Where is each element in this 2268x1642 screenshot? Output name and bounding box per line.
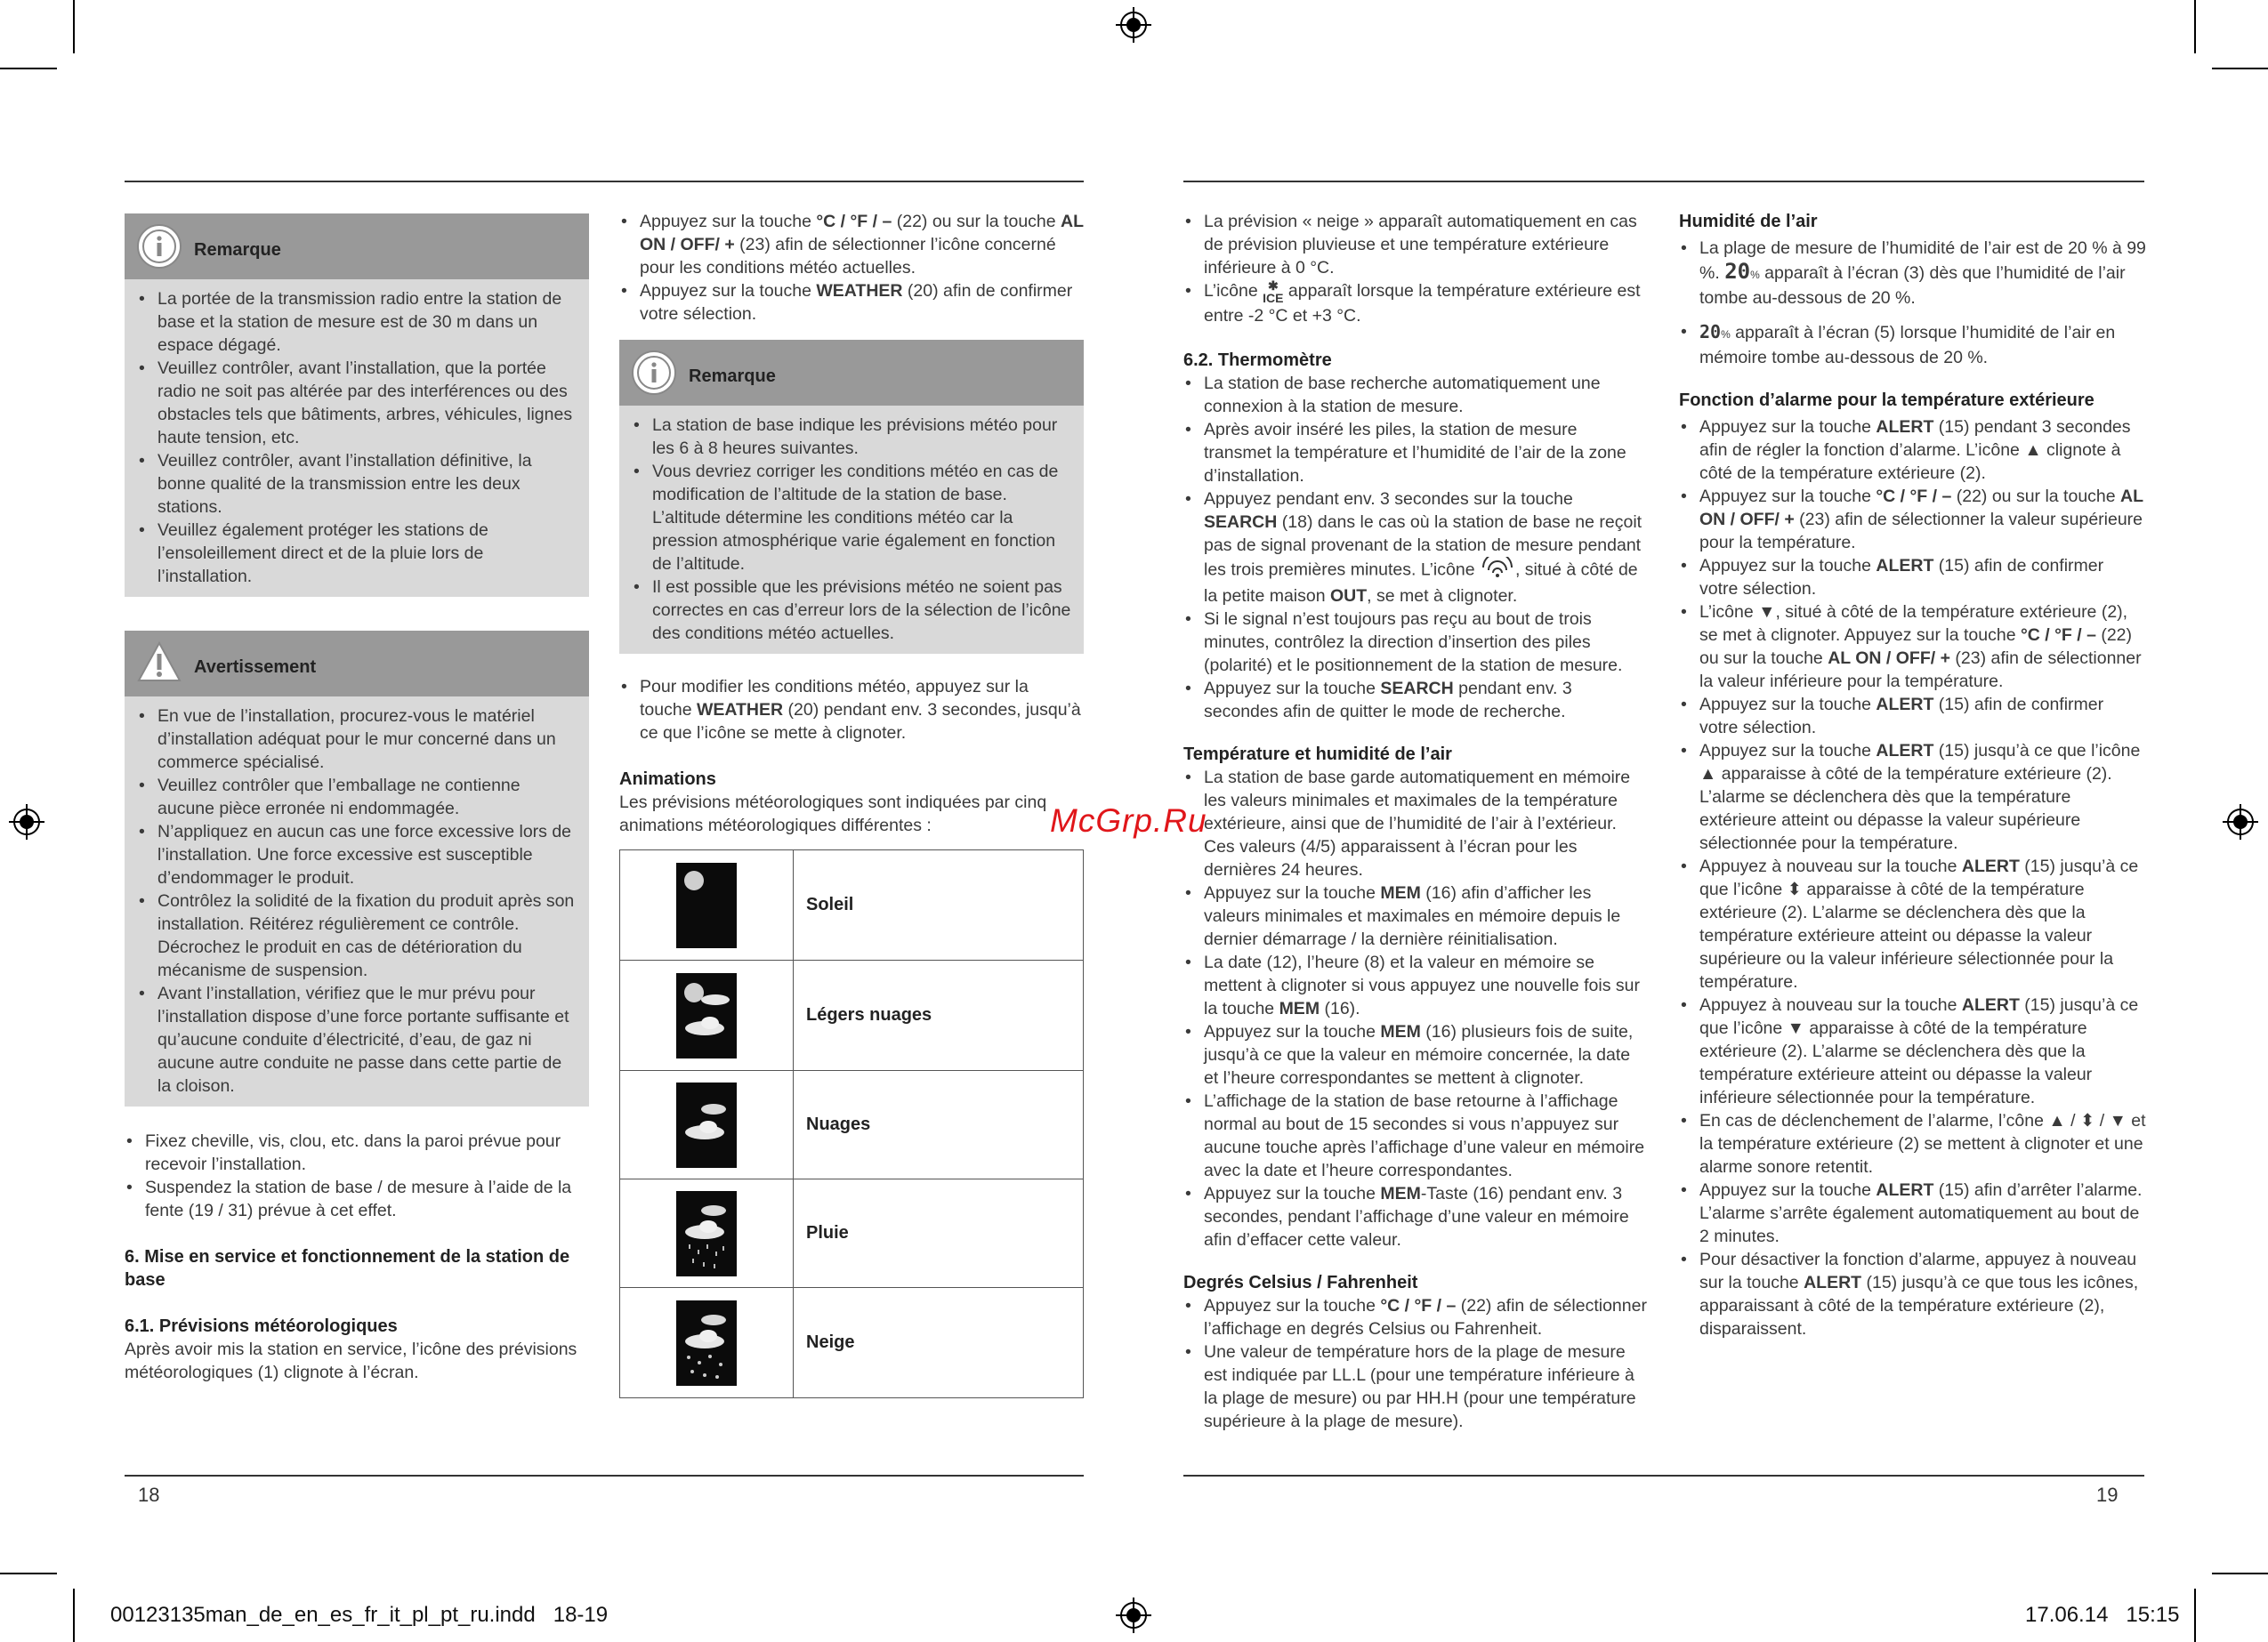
list-item — [1679, 693, 2146, 739]
crop-mark — [0, 68, 57, 69]
text: (22) ou sur la touche — [1699, 625, 2133, 668]
text: (16). — [1320, 999, 1360, 1018]
page-number-left: 18 — [138, 1484, 160, 1506]
crop-mark — [2194, 1589, 2196, 1642]
text: (15) afin d’arrêter l’alarme. L’alarme s’arrête également automatiquement au bout de 2 minutes. — [1699, 1180, 2143, 1246]
info-icon — [139, 226, 180, 267]
table-cell — [620, 1071, 794, 1179]
key-label: ALERT — [1876, 695, 1934, 714]
key-label: MEM — [1279, 999, 1320, 1018]
list-item — [619, 675, 1084, 745]
text: Pour désactiver la fonction d’alarme, appuyez à nouveau sur la touche — [1699, 1250, 2137, 1292]
list-item — [1183, 1294, 1648, 1340]
key-label: SEARCH — [1380, 679, 1454, 698]
right-column-1 — [1183, 210, 1648, 1433]
crop-mark — [73, 1589, 75, 1642]
warning-icon — [137, 641, 182, 682]
section-6-1-title: 6.1. Prévisions météorologiques — [125, 1316, 398, 1336]
text: Appuyez sur la touche — [1699, 556, 1877, 576]
page-number-right: 19 — [2096, 1484, 2119, 1506]
list-item — [1183, 279, 1648, 327]
list-item — [1183, 1182, 1648, 1252]
text: Appuyez sur la touche — [1204, 1022, 1381, 1042]
list-item: • La portée de la transmission radio entre la station de base et la station de mesure est de 30 m dans un espace dégagé. — [137, 287, 577, 357]
humidity-title: Humidité de l’air — [1679, 212, 1818, 231]
info-icon — [634, 352, 674, 393]
text: -Taste (16) pendant env. 3 secondes, pendant l’affichage d’une valeur en mémoire afin d’effacer cette valeur. — [1204, 1184, 1629, 1250]
footer-filename: 00123135man_de_en_es_fr_it_pl_pt_ru.indd 18-19 — [110, 1603, 609, 1627]
footer-date-time: 17.06.14 15:15 — [2025, 1603, 2180, 1627]
text: Appuyez sur la touche — [640, 281, 817, 301]
key-label: °C / °F / – — [2020, 625, 2096, 645]
footer-rule-left — [125, 1475, 1084, 1477]
header-rule-right — [1183, 181, 2144, 182]
warning-box-header — [125, 631, 589, 696]
celsius-title: Degrés Celsius / Fahrenheit — [1183, 1273, 1418, 1292]
animation-label: Nuages — [794, 1071, 1084, 1179]
text: (15) jusqu’à ce que tous les icônes, apparaissant à côté de la température extérieure (2), disparaissent. — [1699, 1273, 2139, 1339]
note-title: Remarque — [689, 366, 776, 386]
signal-icon — [1480, 557, 1515, 584]
text: (15) jusqu’à ce que l’icône — [1699, 857, 2139, 899]
note-box-body — [619, 406, 1084, 654]
list-item — [1679, 1248, 2146, 1340]
list-item — [1679, 600, 2146, 693]
key-label: °C / °F / – — [1876, 487, 1952, 506]
list-item: • Veuillez également protéger les stations de l’ensoleillement direct et de la pluie lors de l’installation. — [137, 519, 577, 588]
key-label: AL ON / OFF/ + — [1699, 487, 2143, 529]
right-column-2 — [1679, 210, 2146, 1340]
list-item — [1679, 237, 2146, 310]
text: , situé à côté de la petite maison — [1204, 559, 1638, 606]
crop-mark — [73, 0, 75, 53]
list-item: • Veuillez contrôler que l’emballage ne contienne aucune pièce erronée ni endommagée. — [137, 774, 577, 820]
table-row — [620, 1071, 1084, 1179]
list-item — [1679, 415, 2146, 485]
list-item — [1183, 951, 1648, 1020]
alarm-down-icon: ▼ — [1787, 1018, 1804, 1038]
text: (20) afin de confirmer votre sélection. — [640, 281, 1073, 324]
list-item: • Il est possible que les prévisions météo ne soient pas correctes en cas d’erreur lors de la sélection de l’icône des conditions météo actuelles. — [632, 576, 1071, 645]
list-item: • Une valeur de température hors de la plage de mesure est indiquée par LL.L (pour une température inférieure à la plage de mesure) ou par HH.H (pour une température supérieure à la plage de mesure). — [1183, 1340, 1648, 1433]
alarm-down-icon: ▼ — [2109, 1111, 2127, 1131]
list-item — [1183, 881, 1648, 951]
list-item — [619, 210, 1084, 279]
table-cell — [620, 1288, 794, 1398]
registration-mark-icon — [1116, 1598, 1151, 1633]
alarm-down-icon: ▼ — [1758, 602, 1776, 622]
text: , situé à côté de la température extérieure (2), se met à clignoter. Appuyez sur la touche — [1699, 602, 2128, 645]
list-item: • La station de base garde automatiquement en mémoire les valeurs minimales et maximales de la température extérieure, ainsi que de l’humidité de l’air à l’extérieur. Ces valeurs (4/5) apparaissent à l’écran pour les dernières 24 heures. — [1183, 766, 1648, 881]
text: (16) afin d’afficher les valeurs minimales et maximales en mémoire depuis le dernier démarrage / la dernière réinitialisation. — [1204, 883, 1621, 949]
left-column-1 — [125, 213, 589, 1384]
text: (22) ou sur la touche — [1951, 487, 2121, 506]
text: apparaît à l’écran (5) lorsque l’humidité de l’air en mémoire tombe au-dessous de 20 %. — [1699, 323, 2116, 367]
list-item: • Suspendez la station de base / de mesure à l’aide de la fente (19 / 31) prévue à cet effet. — [125, 1176, 589, 1222]
text: , se met à clignoter. — [1367, 586, 1518, 606]
key-label: AL ON / OFF/ + — [1828, 648, 1950, 668]
warning-box — [125, 631, 589, 1107]
text: Appuyez sur la touche — [1204, 679, 1381, 698]
text: et la température extérieure (2) se mettent à clignoter et une alarme sonore retentit. — [1699, 1111, 2146, 1177]
key-label: ALERT — [1804, 1273, 1862, 1292]
text: Appuyez pendant env. 3 secondes sur la touche — [1204, 489, 1573, 509]
text: apparaît lorsque la température extérieure est entre -2 °C et +3 °C. — [1204, 281, 1641, 326]
list-item: • La station de base indique les prévisions météo pour les 6 à 8 heures suivantes. — [632, 414, 1071, 460]
text: (23) afin de sélectionner la valeur inférieure pour la température. — [1699, 648, 2142, 691]
list-item — [1679, 739, 2146, 855]
table-cell — [620, 1179, 794, 1288]
section-6-1-text: Après avoir mis la station en service, l’icône des prévisions météorologiques (1) clignote à l’écran. — [125, 1340, 577, 1382]
text: (15) jusqu’à ce que l’icône — [1699, 995, 2139, 1038]
text: apparaît à l’écran (3) dès que l’humidité de l’air tombe au-dessous de 20 %. — [1699, 263, 2126, 308]
key-label: °C / °F / – — [816, 212, 892, 231]
crop-mark — [2194, 0, 2196, 53]
text: Appuyez sur la touche — [640, 212, 817, 231]
list-item: • Contrôlez la solidité de la fixation du produit après son installation. Réitérez régulièrement ce contrôle. Décrochez le produit en cas de détérioration du mécanisme de suspension. — [137, 889, 577, 982]
text: (22) ou sur la touche — [892, 212, 1061, 231]
list-item: • Avant l’installation, vérifiez que le mur prévu pour l’installation dispose d’une force portante suffisante et qu’aucune conduite d’électricité, d’eau, de gaz ni aucune autre conduite ne passe dans cette partie de la cloison. — [137, 982, 577, 1098]
list-item: • Veuillez contrôler, avant l’installation, que la portée radio ne soit pas altérée par des interférences ou des obstacles tels que bâtiments, arbres, véhicules, lignes haute tension, etc. — [137, 357, 577, 449]
text: Appuyez sur la touche — [1699, 417, 1877, 437]
text: Pour modifier les conditions météo, appuyez sur la touche — [640, 677, 1029, 720]
ice-icon: ✱ ICE — [1263, 278, 1284, 305]
header-rule-left — [125, 181, 1084, 182]
crop-mark — [0, 1573, 57, 1574]
key-label: ALERT — [1961, 857, 2020, 876]
text: apparaisse à côté de la température extérieure (2). L’alarme se déclenchera dès que la température extérieure atteint ou dépasse la valeur inférieure sélectionnée pour la température. — [1699, 1018, 2093, 1107]
key-label: °C / °F / – — [1380, 1296, 1457, 1316]
table-cell — [620, 850, 794, 961]
percent-icon: % — [1750, 269, 1760, 281]
list-item — [1183, 1020, 1648, 1090]
list-item: • Après avoir inséré les piles, la station de mesure transmet la température et l’humidité de l’air de la zone d’installation. — [1183, 418, 1648, 487]
text: Appuyez sur la touche — [1699, 695, 1877, 714]
text: (15) afin de confirmer votre sélection. — [1699, 695, 2104, 737]
table-row — [620, 850, 1084, 961]
warning-title: Avertissement — [194, 657, 317, 677]
text: Appuyez à nouveau sur la touche — [1699, 995, 1962, 1015]
animation-label: Légers nuages — [794, 961, 1084, 1071]
list-item: • La station de base recherche automatiquement une connexion à la station de mesure. — [1183, 372, 1648, 418]
text: Appuyez sur la touche — [1699, 1180, 1877, 1200]
registration-mark-icon — [1116, 7, 1151, 43]
key-label: ALERT — [1876, 741, 1934, 761]
list-item: • L’affichage de la station de base retourne à l’affichage normal au bout de 15 secondes si vous n’appuyez sur aucune touche après l’affichage d’une valeur en mémoire avec la date et l’heure correspondantes. — [1183, 1090, 1648, 1182]
list-item: • En cas de déclenchement de l’alarme, l’cône ▲ / ⬍ / ▼ et la température extérieure (2) se mettent à clignoter et une alarme sonore retentit. — [1679, 1109, 2146, 1179]
table-row — [620, 1179, 1084, 1288]
text: Appuyez à nouveau sur la touche — [1699, 857, 1962, 876]
key-label: ALERT — [1876, 417, 1934, 437]
install-steps — [125, 1130, 589, 1222]
list-item — [1679, 320, 2146, 369]
animation-label: Pluie — [794, 1179, 1084, 1288]
text: apparaisse à côté de la température extérieure (2). L’alarme se déclenchera dès que la température extérieure atteint ou dépasse la valeur supérieure sélectionnée pour la température. — [1699, 764, 2112, 853]
snow-icon — [676, 1300, 737, 1386]
animation-label: Soleil — [794, 850, 1084, 961]
table-row — [620, 961, 1084, 1071]
percent-icon: % — [1721, 328, 1731, 341]
text: (23) afin de sélectionner la valeur supérieure pour la température. — [1699, 510, 2143, 552]
key-label: AL ON / OFF/ + — [640, 212, 1084, 254]
left-column-2 — [619, 210, 1084, 837]
key-label: ALERT — [1876, 556, 1934, 576]
alarm-up-down-icon: ⬍ — [2079, 1111, 2095, 1131]
key-label: ALERT — [1876, 1180, 1934, 1200]
note-box-body — [125, 279, 589, 597]
text: La plage de mesure de l’humidité de l’air est de 20 % à 99 %. — [1699, 238, 2146, 283]
key-label: WEATHER — [816, 281, 903, 301]
alarm-up-icon: ▲ — [2024, 440, 2042, 460]
list-item — [619, 279, 1084, 326]
list-item: • Vous devriez corriger les conditions météo en cas de modification de l’altitude de la station de base. L’altitude détermine les conditions météo car la pression atmosphérique varie également en fonction de l’altitude. — [632, 460, 1071, 576]
humidity-low-glyph: 20 — [1699, 321, 1722, 342]
cloudy-icon — [676, 1083, 737, 1168]
text: Appuyez sur la touche — [1204, 1296, 1381, 1316]
key-label: MEM — [1380, 883, 1421, 903]
key-label: MEM — [1380, 1184, 1421, 1203]
note-box-2 — [619, 340, 1084, 654]
text: Appuyez sur la touche — [1204, 883, 1381, 903]
alarm-up-icon: ▲ — [2048, 1111, 2066, 1131]
text: L’icône — [1699, 602, 1759, 622]
text: Appuyez sur la touche — [1204, 1184, 1381, 1203]
text: (23) afin de sélectionner l’icône concerné pour les conditions météo actuelles. — [640, 235, 1056, 278]
alarm-title: Fonction d’alarme pour la température extérieure — [1679, 390, 2094, 410]
alarm-up-icon: ▲ — [1699, 764, 1717, 784]
key-label: SEARCH — [1204, 512, 1278, 532]
key-label: MEM — [1380, 1022, 1421, 1042]
list-item — [1183, 677, 1648, 723]
key-label: WEATHER — [696, 700, 784, 720]
text: (15) jusqu’à ce que l’icône — [1933, 741, 2141, 761]
watermark: McGrp.Ru — [1050, 802, 1207, 839]
crop-mark — [2212, 1573, 2268, 1574]
animations-text: Les prévisions météorologiques sont indiquées par cinq animations météorologiques différentes : — [619, 793, 1047, 835]
footer-rule-right — [1183, 1475, 2144, 1477]
alarm-up-down-icon: ⬍ — [1787, 880, 1802, 899]
text: (22) afin de sélectionner l’affichage en degrés Celsius ou Fahrenheit. — [1204, 1296, 1647, 1339]
key-label: ALERT — [1961, 995, 2020, 1015]
text: La date (12), l’heure (8) et la valeur en mémoire se mettent à clignoter si vous appuyez une nouvelle fois sur la touche — [1204, 953, 1640, 1018]
text: (15) afin de confirmer votre sélection. — [1699, 556, 2104, 599]
key-label: OUT — [1330, 586, 1368, 606]
text: (16) plusieurs fois de suite, jusqu’à ce que la valeur en mémoire concernée, la date et l’heure correspondantes se mettent à clignoter. — [1204, 1022, 1634, 1088]
list-item — [1679, 1179, 2146, 1248]
list-item: • En vue de l’installation, procurez-vous le matériel d’installation adéquat pour le mur concerné dans un commerce spécialisé. — [137, 704, 577, 774]
text: clignote à côté de la température extérieure (2). — [1699, 440, 2121, 483]
section-6-title: 6. Mise en service et fonctionnement de la station de base — [125, 1247, 570, 1290]
partly-cloudy-icon — [676, 973, 737, 1058]
registration-mark-icon — [2223, 804, 2258, 840]
registration-mark-icon — [9, 804, 44, 840]
list-item — [1679, 554, 2146, 600]
list-item — [1679, 485, 2146, 554]
animation-label: Neige — [794, 1288, 1084, 1398]
list-item: • N’appliquez en aucun cas une force excessive lors de l’installation. Une force excessive est susceptible d’endommager le produit. — [137, 820, 577, 889]
thermo-title: 6.2. Thermomètre — [1183, 350, 1332, 370]
list-item: • Fixez cheville, vis, clou, etc. dans la paroi prévue pour recevoir l’installation. — [125, 1130, 589, 1176]
text: pendant env. 3 secondes afin de quitter le mode de recherche. — [1204, 679, 1572, 721]
table-cell — [620, 961, 794, 1071]
sun-icon — [676, 863, 737, 948]
note-box-1 — [125, 213, 589, 597]
temp-humidity-title: Température et humidité de l’air — [1183, 745, 1452, 764]
list-item: • La prévision « neige » apparaît automatiquement en cas de prévision pluvieuse et une température extérieure inférieure à 0 °C. — [1183, 210, 1648, 279]
rain-icon — [676, 1191, 737, 1276]
list-item — [1183, 487, 1648, 608]
text: L’icône — [1204, 281, 1263, 302]
note-box-header — [125, 213, 589, 279]
list-item: • Veuillez contrôler, avant l’installation définitive, la bonne qualité de la transmission entre les deux stations. — [137, 449, 577, 519]
text: apparaisse à côté de la température extérieure (2). L’alarme se déclenchera dès que la température extérieure atteint ou dépasse la valeur supérieure ou la valeur inférieure sélectionnée pour la température. — [1699, 880, 2114, 992]
note-title: Remarque — [194, 240, 281, 260]
list-item: • Si le signal n’est toujours pas reçu au bout de trois minutes, contrôlez la direction d’insertion des piles (polarité) et le positionnement de la station de mesure. — [1183, 608, 1648, 677]
text: (18) dans le cas où la station de base ne reçoit pas de signal provenant de la station de mesure pendant les trois premières minutes. L’icône — [1204, 512, 1642, 580]
text: En cas de déclenchement de l’alarme, l’cône — [1699, 1111, 2049, 1131]
crop-mark — [2212, 68, 2268, 69]
note-box-header — [619, 340, 1084, 406]
table-row — [620, 1288, 1084, 1398]
animations-table — [619, 849, 1084, 1398]
list-item — [1679, 994, 2146, 1109]
animations-title: Animations — [619, 769, 716, 789]
text: Appuyez sur la touche — [1699, 487, 1877, 506]
list-item — [1679, 855, 2146, 994]
warning-box-body — [125, 696, 589, 1107]
text: (15) pendant 3 secondes afin de régler la fonction d’alarme. L’icône — [1699, 417, 2131, 460]
text: Appuyez sur la touche — [1699, 741, 1877, 761]
humidity-low-glyph: 20 — [1724, 259, 1751, 284]
text: (20) pendant env. 3 secondes, jusqu’à ce que l’icône se mette à clignoter. — [640, 700, 1081, 743]
